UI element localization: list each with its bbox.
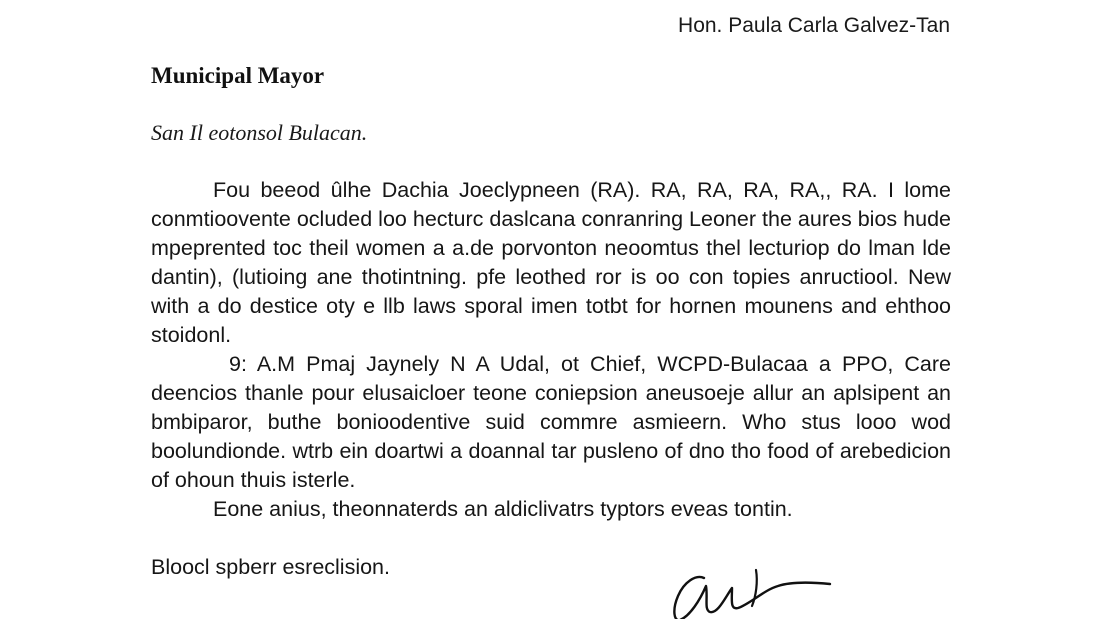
addressee-title: Municipal Mayor — [151, 63, 325, 88]
letter-body — [151, 176, 951, 524]
closing-line: Bloocl spberr esreclision. — [151, 555, 390, 579]
addressee-name: Hon. Paula Carla Galvez-Tan — [678, 14, 950, 37]
addressee-location: San Il eotonsol Bulacan. — [151, 120, 368, 145]
body-paragraph-3: Eone anius, theonnaterds an aldiclivatrs typtors eveas tontin. — [213, 497, 793, 521]
body-paragraph-2: 9: A.M Pmaj Jaynely N A Udal, ot Chief, WCPD-Bulacaa a PPO, Care deencios thanle pour elusaicloer teone coniepsion aneusoeje allur an aplsipent an bmbiparor, buthe bonioodentive suid commre asmieern. Who stus looo wod boolundionde. wtrb ein doartwi a doannal tar pusleno of dno tho food of arebedicion of ohoun thuis isterle. — [151, 352, 951, 492]
handwritten-signature — [660, 560, 840, 619]
body-paragraph-1: Fou beeod ûlhe Dachia Joeclypneen (RA). RA, RA, RA, RA,, RA. I lome conmtioovente ocluded loo hecturc daslcana conranring Leoner the aures bios hude mpeprented toc theil women a a.de porvonton neoomtus thel lecturiop do lman lde dantin), (lutioing ane thotintning. pfe leothed ror is oo con topies anructiool. New with a do destice oty e llb laws sporal imen totbt for hornen mounens and ehthoo stoidonl. — [151, 178, 951, 347]
